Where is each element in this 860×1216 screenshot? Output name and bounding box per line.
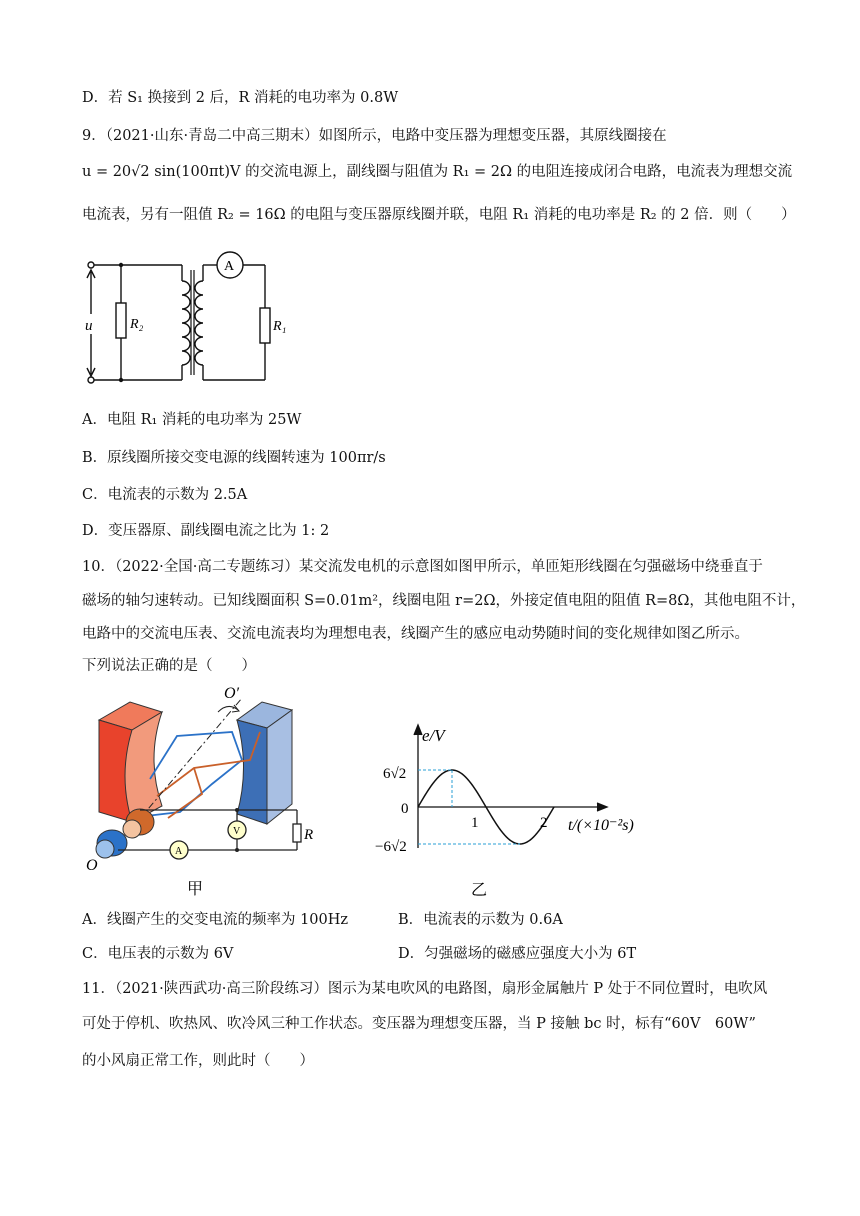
q10-option-b: B．电流表的示数为 0.6A: [398, 912, 563, 928]
q9-option-b: B．原线圈所接交变电源的线圈转速为 100πr/s: [82, 450, 386, 466]
q9-stem-line1: 9．（2021·山东·青岛二中高三期末）如图所示，电路中变压器为理想变压器，其原线圈接在: [82, 128, 667, 144]
q9-option-c: C．电流表的示数为 2.5A: [82, 487, 248, 503]
primary-coil: [182, 281, 190, 365]
q11-stem-line1: 11．（2021·陕西武功·高三阶段练习）图示为某电吹风的电路图，扇形金属触片 P 处于不同位置时，电吹风: [82, 981, 768, 997]
terminal-top: [88, 262, 94, 268]
r1-label: R₁: [273, 319, 287, 334]
resistor-r: [293, 824, 301, 842]
q9-option-a: A．电阻 R₁ 消耗的电功率为 25W: [82, 412, 302, 428]
resistor-label: R: [304, 827, 314, 843]
terminal-bottom: [88, 377, 94, 383]
q9-option-d: D．变压器原、副线圈电流之比为 1: 2: [82, 523, 330, 539]
secondary-coil: [195, 281, 203, 365]
q11-stem-line3: 的小风扇正常工作，则此时（ ）: [82, 1053, 314, 1069]
q9-circuit-figure: [82, 248, 302, 393]
ammeter-label: A: [224, 259, 235, 274]
r2-resistor: [116, 303, 126, 338]
q10-option-d: D．匀强磁场的磁感应强度大小为 6T: [398, 946, 637, 962]
x-tick-1: 1: [471, 815, 479, 831]
r2-label: R₂: [130, 317, 144, 332]
origin-label: 0: [401, 801, 409, 817]
q10-generator-figure: [82, 684, 332, 899]
q9-stem-line2: u = 20√2 sin(100πt)V 的交流电源上，副线圈与阻值为 R₁ = 2Ω 的电阻连接成闭合电路，电流表为理想交流: [82, 164, 793, 180]
magnet-s: [237, 720, 267, 824]
q10-stem-line1: 10．（2022·全国·高二专题练习）某交流发电机的示意图如图甲所示，单匝矩形线圈在匀强磁场中绕垂直于: [82, 559, 763, 575]
y-axis-label: e/V: [422, 726, 445, 745]
axis-top-label: O′: [224, 685, 240, 702]
caption-jia: 甲: [187, 881, 204, 898]
q10-stem-line2: 磁场的轴匀速转动。已知线圈面积 S=0.01m²，线圈电阻 r=2Ω，外接定值电阻的阻值 R=8Ω，其他电阻不计，: [82, 593, 806, 609]
q10-stem-line3: 电路中的交流电压表、交流电流表均为理想电表，线圈产生的感应电动势随时间的变化规律如图乙所示。: [82, 626, 749, 642]
y-max-label: 6√2: [383, 766, 407, 782]
ammeter-label: A: [175, 846, 183, 857]
x-tick-2: 2: [540, 815, 548, 831]
x-axis-label: t/(×10⁻²s): [568, 817, 634, 834]
caption-yi: 乙: [471, 882, 488, 899]
q10-emf-chart: [365, 715, 655, 899]
q10-option-c: C．电压表的示数为 6V: [82, 946, 234, 962]
r1-resistor: [260, 308, 270, 343]
q10-option-a: A．线圈产生的交变电流的频率为 100Hz: [82, 912, 349, 928]
q9-stem-line3: 电流表，另有一阻值 R₂ = 16Ω 的电阻与变压器原线圈并联，电阻 R₁ 消耗的电功率是 R₂ 的 2 倍．则（ ）: [82, 207, 796, 223]
axis-bottom-label: O: [86, 857, 98, 874]
q10-stem-line4: 下列说法正确的是（ ）: [82, 658, 256, 674]
y-min-label: −6√2: [375, 839, 407, 855]
q8-option-d: D．若 S₁ 换接到 2 后，R 消耗的电功率为 0.8W: [82, 90, 399, 106]
q11-stem-line2: 可处于停机、吹热风、吹冷风三种工作状态。变压器为理想变压器，当 P 接触 bc 时，标有“60V 60W”: [82, 1016, 756, 1032]
source-label: u: [85, 318, 93, 334]
voltmeter-label: V: [233, 826, 241, 837]
